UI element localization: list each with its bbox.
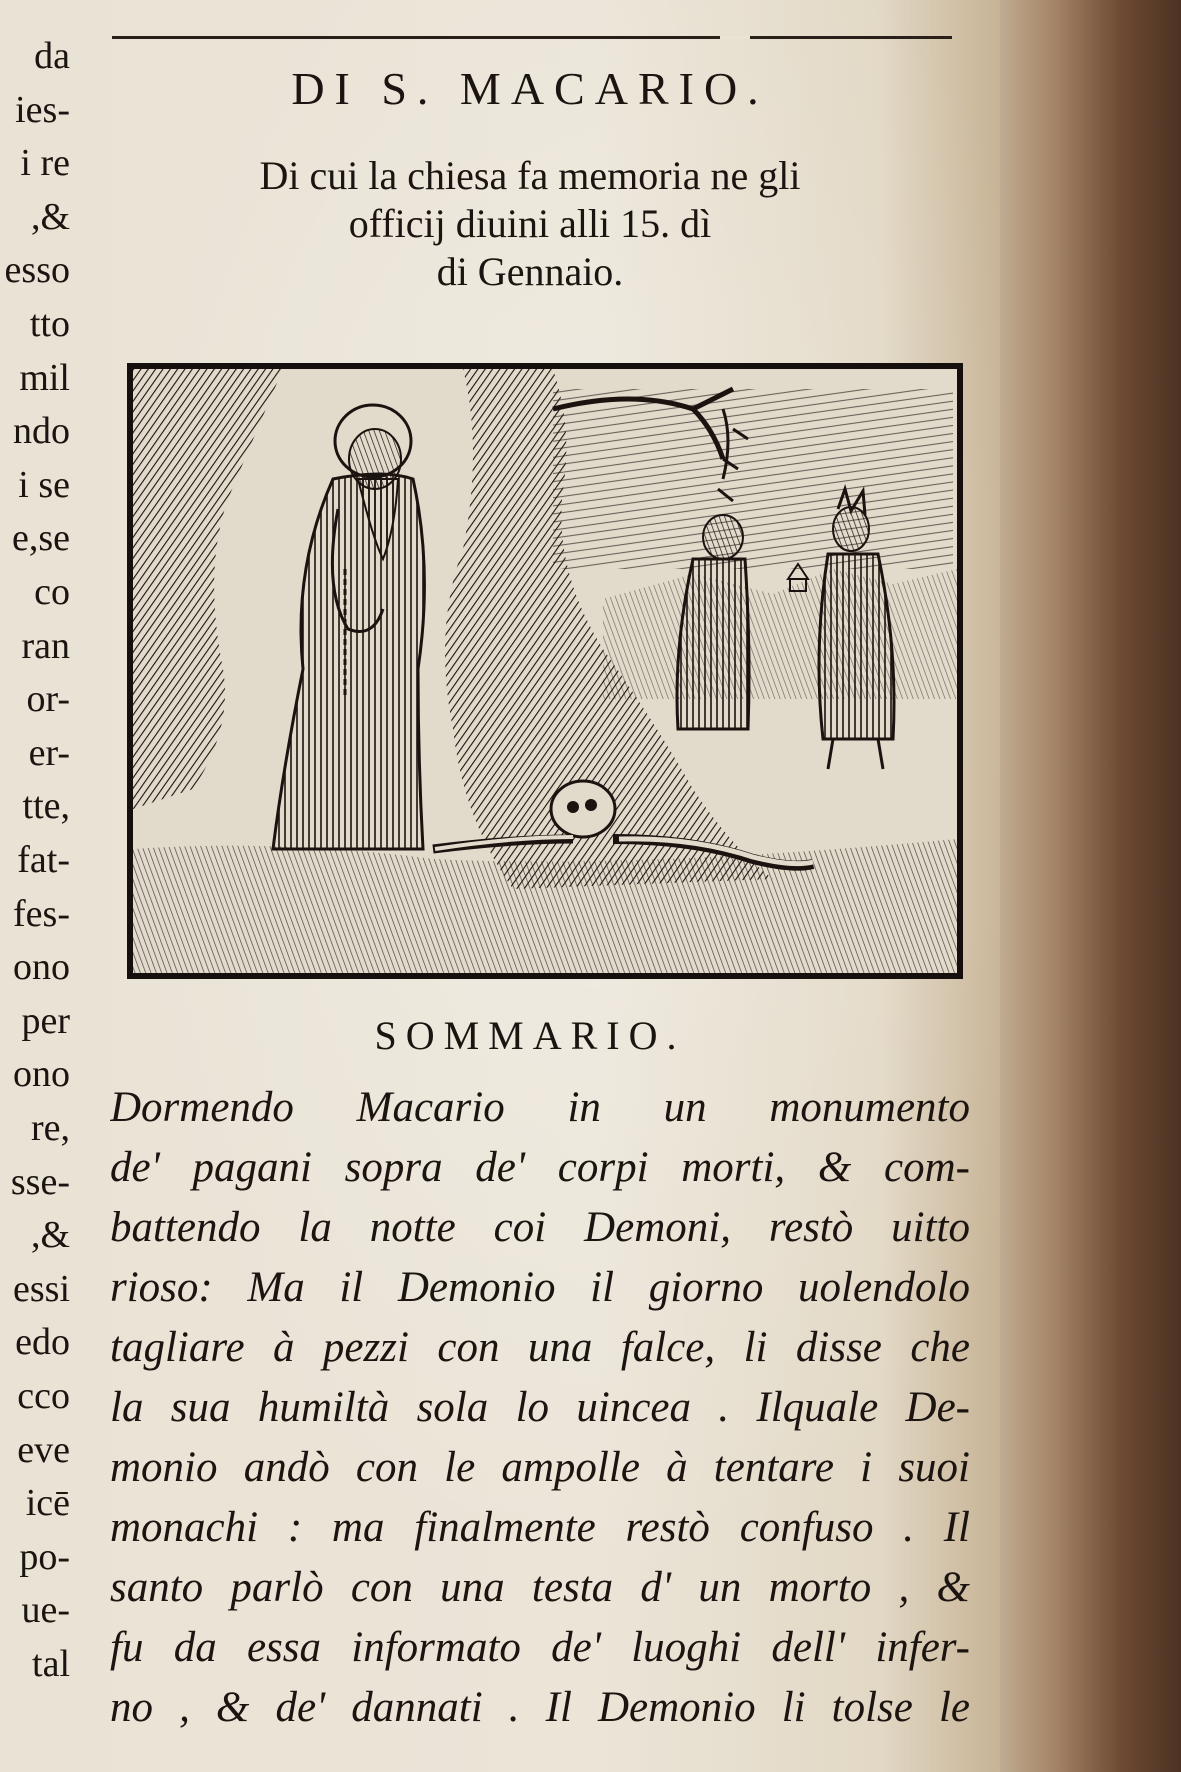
- left-column-fragment: ,&: [30, 195, 70, 238]
- left-column-fragment: ndo: [13, 410, 70, 453]
- left-column-fragment: ,&: [30, 1214, 70, 1257]
- summary-line: de' pagani sopra de' corpi morti, & com-: [110, 1144, 970, 1191]
- summary-line: monachi : ma finalmente restò confuso . Il: [110, 1504, 970, 1551]
- summary-line: no , & de' dannati . Il Demonio li tolse le: [110, 1684, 970, 1731]
- left-column-fragment: tte,: [22, 785, 70, 828]
- book-binding: [981, 0, 1181, 1772]
- header-rule: [112, 36, 952, 39]
- left-column-fragment: or-: [26, 678, 70, 721]
- left-column-fragment: ran: [21, 624, 70, 667]
- summary-line: la sua humiltà sola lo uincea . Ilquale De-: [110, 1384, 970, 1431]
- left-column-fragment: po-: [19, 1535, 70, 1578]
- left-column-fragment: per: [21, 999, 70, 1042]
- page-title: DI S. MACARIO.: [291, 63, 769, 114]
- page-subtitle: [110, 152, 950, 296]
- left-column-fragment: i re: [20, 142, 70, 185]
- summary-line: battendo la notte coi Demoni, restò uitto: [110, 1204, 970, 1251]
- section-heading: SOMMARIO.: [374, 1013, 686, 1058]
- left-column-fragment: e,se: [11, 517, 70, 560]
- left-column-fragments: [0, 0, 70, 1718]
- summary-line: rioso: Ma il Demonio il giorno uolendolo: [110, 1264, 970, 1311]
- left-column-fragment: i se: [18, 463, 70, 506]
- summary-line: monio andò con le ampolle à tentare i suoi: [110, 1444, 970, 1491]
- subtitle-line: Di cui la chiesa fa memoria ne gli: [259, 153, 801, 198]
- left-column-fragment: ies-: [15, 88, 70, 131]
- left-column-fragment: tal: [32, 1643, 70, 1685]
- left-column-fragment: fes-: [13, 892, 70, 935]
- left-column-fragment: eve: [17, 1428, 70, 1471]
- left-column-fragment: co: [34, 571, 70, 613]
- subtitle-line: officij diuini alli 15. dì: [348, 201, 712, 246]
- left-column-fragment: re,: [30, 1107, 70, 1149]
- left-column-fragment: tto: [29, 303, 70, 345]
- left-column-fragment: er-: [28, 731, 70, 774]
- subtitle-line: di Gennaio.: [436, 249, 624, 294]
- summary-line: fu da essa informato de' luoghi dell' infer-: [110, 1624, 970, 1671]
- woodcut-drawing: [133, 369, 957, 973]
- left-column-fragment: mil: [19, 356, 70, 399]
- header-rule-gap: [720, 36, 750, 39]
- left-column-fragment: ono: [13, 946, 70, 989]
- left-column-fragment: edo: [15, 1321, 70, 1364]
- left-column-fragment: da: [34, 35, 70, 77]
- left-column-fragment: esso: [4, 249, 70, 292]
- summary-text: [110, 1078, 970, 1738]
- left-column-fragment: sse-: [10, 1160, 70, 1203]
- left-column-fragment: icē: [25, 1482, 70, 1525]
- left-column-fragment: ue-: [21, 1589, 70, 1632]
- left-column-fragment: essi: [13, 1267, 70, 1310]
- left-column-fragment: cco: [17, 1375, 70, 1417]
- summary-line: santo parlò con una testa d' un morto , &: [110, 1564, 970, 1611]
- woodcut-illustration: [127, 363, 963, 979]
- summary-line: tagliare à pezzi con una falce, li disse che: [110, 1324, 970, 1371]
- left-column-fragment: fat-: [17, 839, 70, 881]
- left-column-fragment: ono: [13, 1053, 70, 1096]
- summary-line: Dormendo Macario in un monumento: [110, 1084, 970, 1131]
